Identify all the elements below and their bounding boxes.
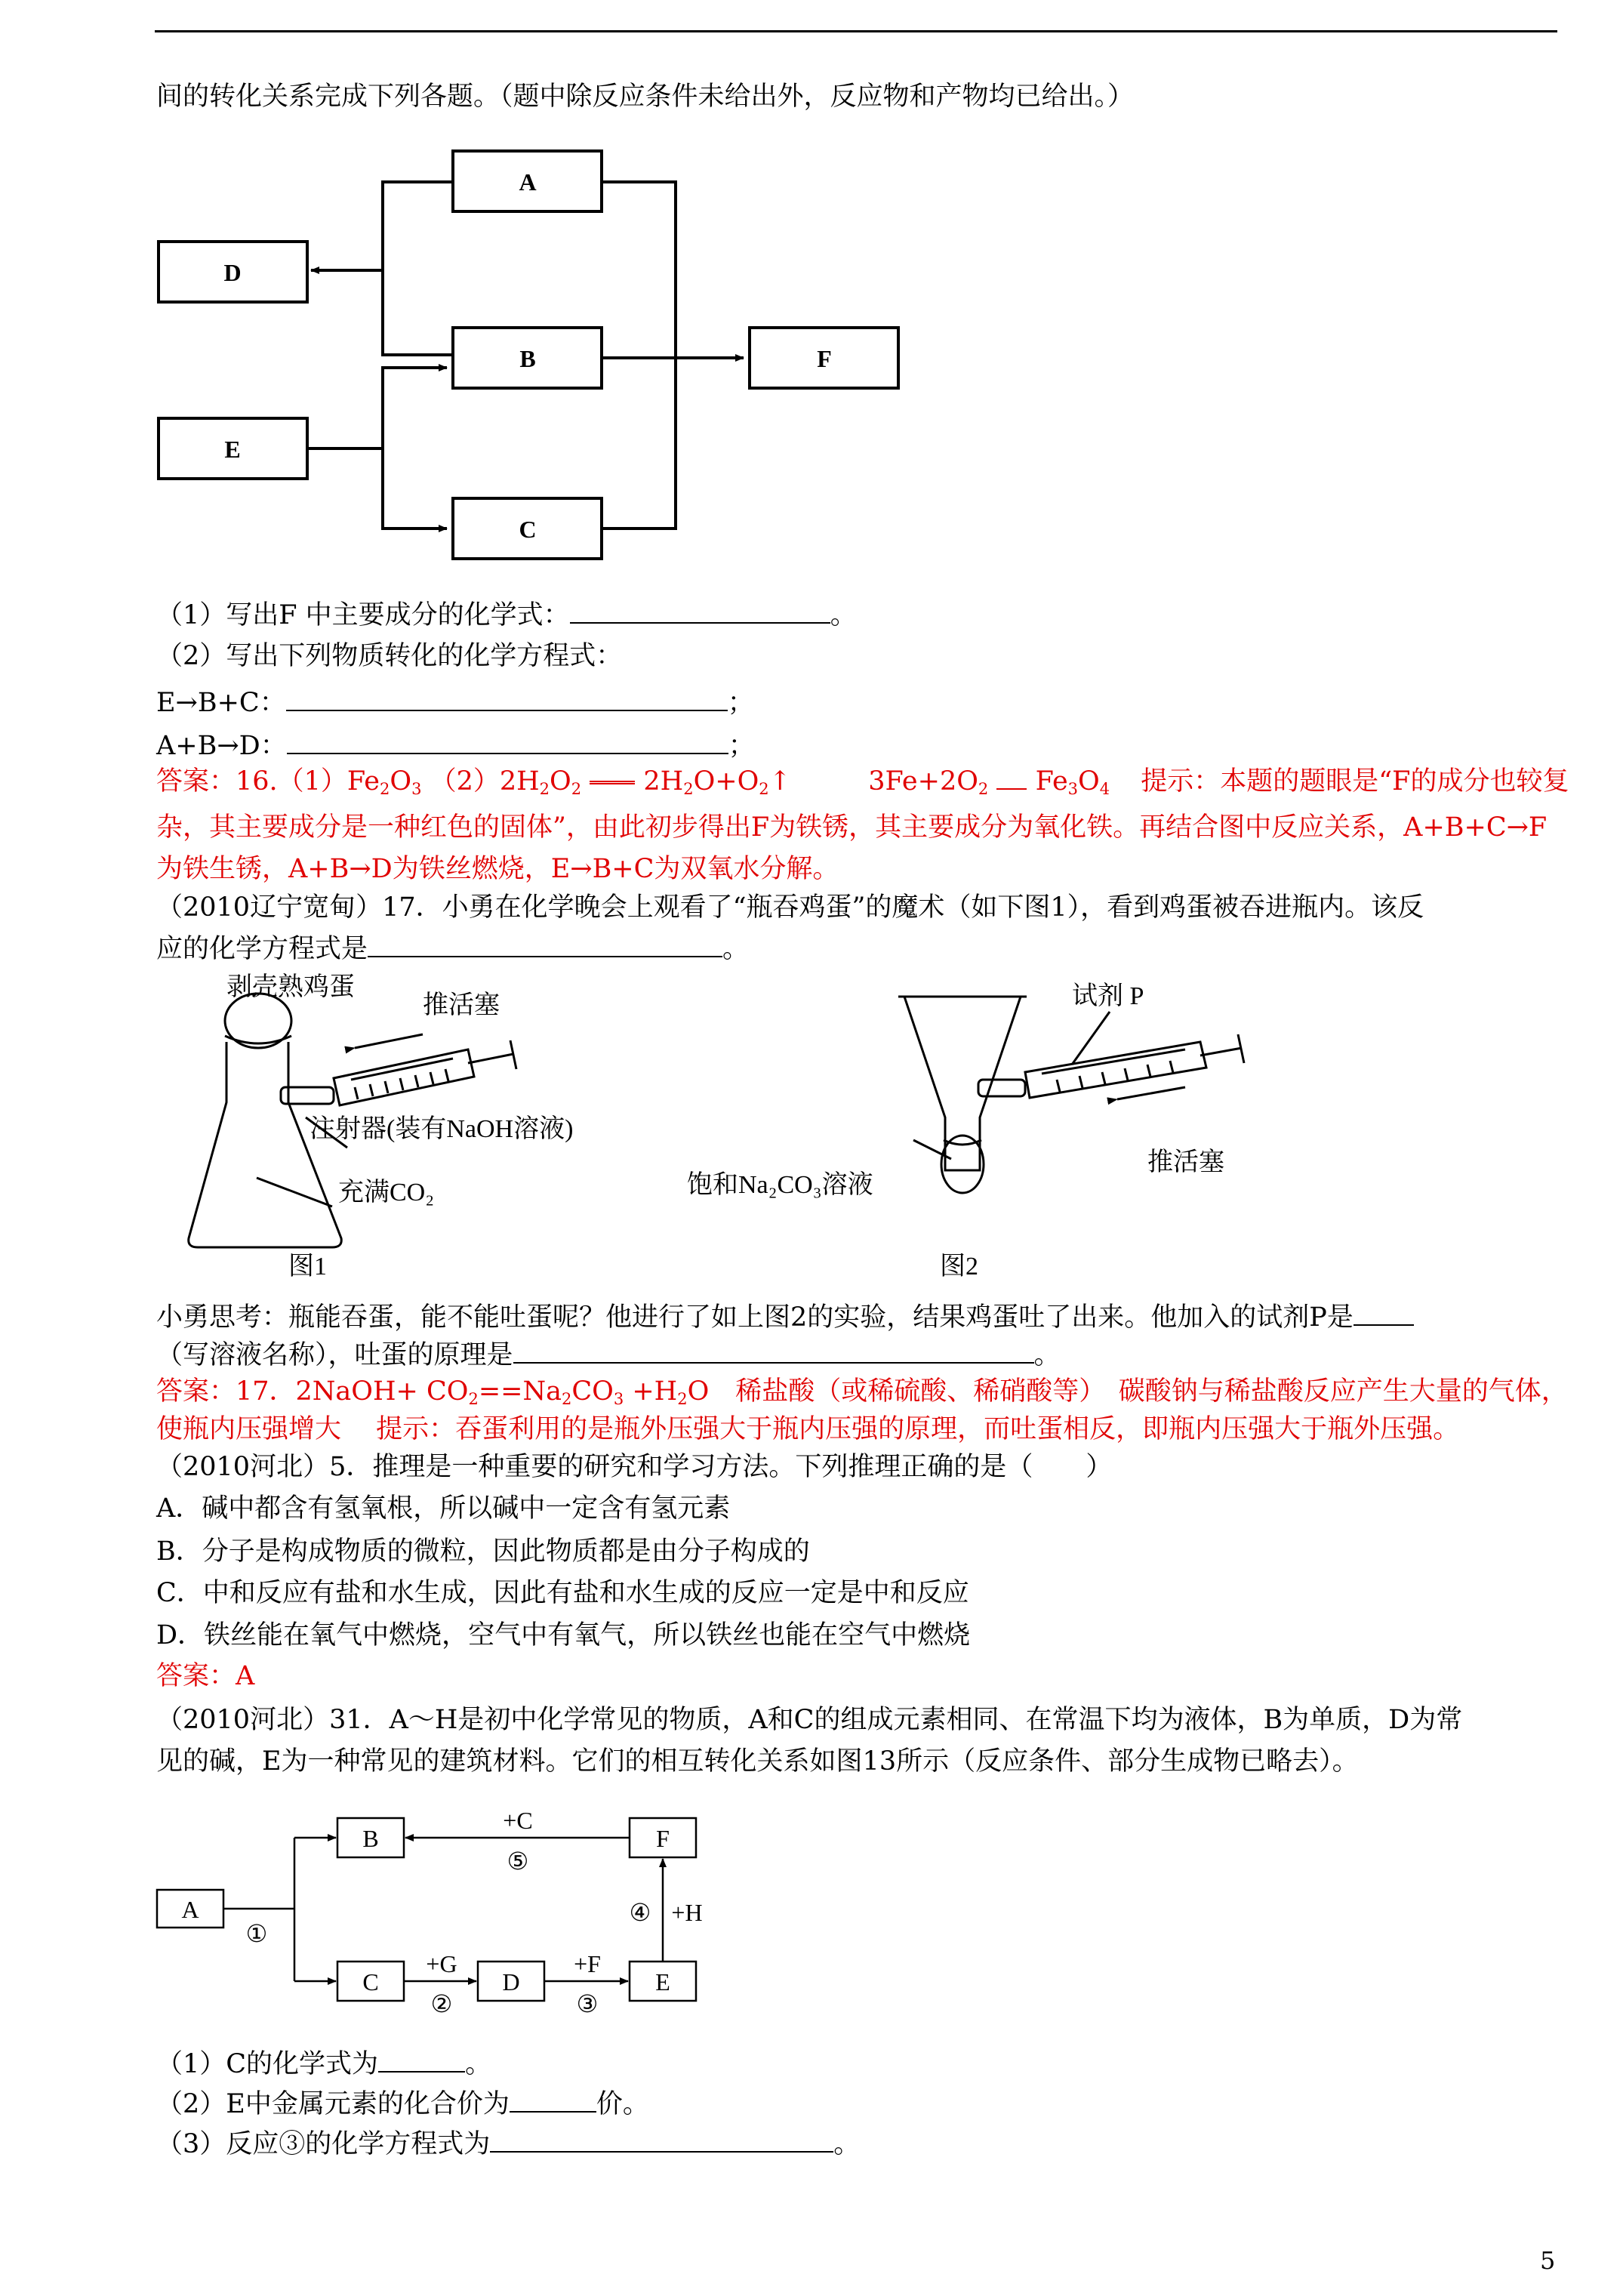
q5-option-c: C．中和反应有盐和水生成，因此有盐和水生成的反应一定是中和反应 bbox=[156, 1578, 969, 1608]
q16-eq1: E→B+C： ； bbox=[156, 683, 754, 722]
label-r3: ③ bbox=[576, 1990, 599, 2017]
page-number: 5 bbox=[1540, 2246, 1556, 2275]
q17-line2: 应的化学方程式是 。 bbox=[156, 929, 749, 968]
label-e: E bbox=[224, 436, 241, 463]
label-c: C bbox=[519, 516, 537, 543]
q31-part2: （2）E中金属元素的化合价为 价。 bbox=[156, 2084, 649, 2123]
q16-part2: （2）写出下列物质转化的化学方程式： bbox=[156, 641, 623, 671]
label-d: D bbox=[223, 259, 242, 286]
q31-line1: （2010河北）31．A～H是初中化学常见的物质，A和C的组成元素相同、在常温下均为液体，B为单质，D为常 bbox=[156, 1705, 1463, 1735]
q5-stem: （2010河北）5．推理是一种重要的研究和学习方法。下列推理正确的是（ ） bbox=[156, 1452, 1113, 1482]
q17-line1: （2010辽宁宽甸）17．小勇在化学晚会上观看了“瓶吞鸡蛋”的魔术（如下图1），看到鸡蛋被吞进瓶内。该反 bbox=[156, 892, 1424, 923]
label-31-e: E bbox=[655, 1968, 670, 1996]
label-r1: ① bbox=[245, 1920, 268, 1947]
label-a: A bbox=[519, 168, 537, 196]
fig2-solution-label: 饱和Na₂CO₃溶液 bbox=[687, 1171, 873, 1199]
answer-17-line2: 使瓶内压强增大 提示：吞蛋利用的是瓶外压强大于瓶内压强的原理，而吐蛋相反，即瓶内压强大于瓶外压强。 bbox=[156, 1414, 1460, 1444]
label-r5: ⑤ bbox=[507, 1848, 529, 1875]
fig1-syringe-label: 注射器(装有NaOH溶液) bbox=[310, 1115, 574, 1143]
fig1-caption: 图1 bbox=[288, 1253, 327, 1281]
label-31-b: B bbox=[362, 1825, 379, 1852]
label-plus-h: +H bbox=[671, 1899, 703, 1926]
q31-part1: （1）C的化学式为 。 bbox=[156, 2044, 491, 2083]
q31-line2: 见的碱，E为一种常见的建筑材料。它们的相互转化关系如图13所示（反应条件、部分生成物已略去）。 bbox=[156, 1746, 1359, 1777]
label-plus-f: +F bbox=[574, 1950, 601, 1977]
answer-16-line1: 答案：$16.(1)Fe_2O_3$ $(2)2H_2O_2$ $2H_2O+O_2↑$ $3Fe+2O_2$ $Fe_3O_4$ 提示：本题的题眼是“F的成分也较复 bbox=[156, 766, 1569, 798]
label-31-d: D bbox=[502, 1968, 520, 1996]
label-r2: ② bbox=[430, 1990, 453, 2017]
q31-part3: （3）反应③的化学方程式为 。 bbox=[156, 2124, 860, 2163]
label-31-a: A bbox=[181, 1896, 199, 1923]
label-31-f: F bbox=[656, 1825, 670, 1852]
label-31-c: C bbox=[362, 1968, 379, 1996]
answer-17-line1: 答案：17．2NaOH+ $CO_2==Na_2CO_3 +H_2O$ 稀盐酸（或稀硫酸、稀硝酸等） 碳酸钠与稀盐酸反应产生大量的气体， bbox=[156, 1376, 1568, 1408]
intro-text: 间的转化关系完成下列各题。（题中除反应条件未给出外，反应物和产物均已给出。） bbox=[156, 82, 1135, 112]
q17-line4: （写溶液名称），吐蛋的原理是 。 bbox=[156, 1335, 1061, 1374]
q5-option-a: A．碱中都含有氢氧根，所以碱中一定含有氢元素 bbox=[156, 1493, 731, 1524]
fig2-caption: 图2 bbox=[940, 1253, 978, 1281]
q16-part1: （1）写出F 中主要成分的化学式： 。 bbox=[156, 595, 857, 634]
fig1-egg-label: 剥壳熟鸡蛋 bbox=[226, 973, 355, 1001]
fig1-gas-label: 充满CO₂ bbox=[338, 1179, 435, 1207]
answer-16-line2: 杂，其主要成分是一种红色的固体”，由此初步得出F为铁锈，其主要成分为氧化铁。再结合图中反应关系，A+B+C→F bbox=[156, 812, 1548, 843]
label-b: B bbox=[519, 345, 536, 372]
q17-line3: 小勇思考：瓶能吞蛋，能不能吐蛋呢？他进行了如上图2的实验，结果鸡蛋吐了出来。他加入的试剂P是 bbox=[156, 1297, 1414, 1336]
label-r4: ④ bbox=[629, 1899, 651, 1926]
label-plus-g: +G bbox=[426, 1950, 457, 1977]
fig2-plunger-label: 推活塞 bbox=[1147, 1148, 1224, 1176]
q5-option-d: D．铁丝能在氧气中燃烧，空气中有氧气，所以铁丝也能在空气中燃烧 bbox=[156, 1620, 971, 1650]
q5-option-b: B．分子是构成物质的微粒，因此物质都是由分子构成的 bbox=[156, 1536, 810, 1567]
answer-16-line3: 为铁生锈，A+B→D为铁丝燃烧，E→B+C为双氧水分解。 bbox=[156, 854, 839, 884]
label-plus-c: +C bbox=[503, 1807, 533, 1834]
fig2-reagent-label: 试剂 P bbox=[1072, 982, 1144, 1010]
answer-5: 答案：A bbox=[156, 1661, 255, 1691]
label-f: F bbox=[817, 345, 832, 372]
q16-eq2: A+B→D： ； bbox=[156, 726, 755, 765]
fig1-plunger-label: 推活塞 bbox=[423, 991, 500, 1019]
